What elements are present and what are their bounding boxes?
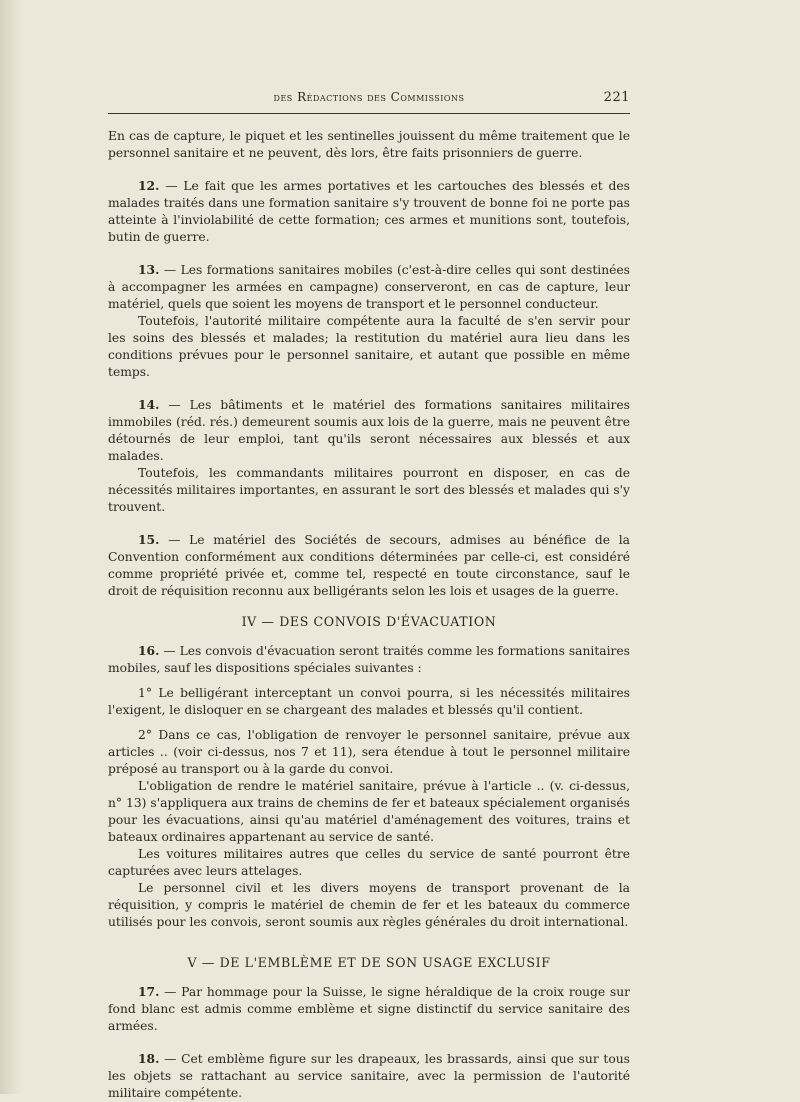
running-title: des Rédactions des Commissions [273,90,465,104]
paragraph: Le personnel civil et les divers moyens de transport provenant de la réquisition, y compris le matériel de chemin de fer et les bateaux du commerce utilisés pour les convois, seront soumis aux règles générales du droit international. [108,881,630,929]
article-number: 13. [138,262,160,277]
article-number: 12. [138,178,160,193]
article-text: — Le matériel des Sociétés de secours, admises au bénéfice de la Convention conformément aux conditions déterminées par celle-ci, est considéré comme propriété privée et, comme tel, respecté en toute circonstance, sauf le droit de réquisition reconnu aux belligérants selon les lois et usages de la guerre. [108,533,630,598]
article-12 [108,177,630,246]
article-text: — Par hommage pour la Suisse, le signe héraldique de la croix rouge sur fond blanc est admis comme emblème et signe distinctif du service sanitaire des armées. [108,985,630,1033]
section-heading-iv: IV — DES CONVOIS D'ÉVACUATION [241,614,497,629]
article-number: 14. [138,397,160,412]
page-number: 221 [603,90,630,105]
article-text: — Les bâtiments et le matériel des formations sanitaires militaires immobiles (réd. rés.) demeurent soumis aux lois de la guerre, mais ne peuvent être détournés de leur emploi, tant qu'ils seront nécessaires aux blessés et aux malades. [108,398,630,463]
header-rule [108,113,630,114]
article-text: — Les convois d'évacuation seront traités comme les formations sanitaires mobiles, sauf les dispositions spéciales suivantes : [108,644,630,675]
article-text: — Le fait que les armes portatives et les cartouches des blessés et des malades traités dans une formation sanitaire s'y trouvent de bonne foi ne porte pas atteinte à l'inviolabilité de cette formation; ces armes et munitions sont, toutefois, butin de guerre. [108,179,630,244]
article-17 [108,983,630,1035]
running-header [108,90,630,104]
article-number: 16. [138,643,160,658]
article-18 [108,1050,630,1102]
article-15 [108,531,630,600]
article-14 [108,396,630,465]
article-13 [108,261,630,313]
paragraph: Les voitures militaires autres que celles du service de santé pourront être capturées avec leurs attelages. [108,847,630,878]
article-number: 15. [138,532,160,547]
paragraph: Toutefois, les commandants militaires pourront en disposer, en cas de nécessités militaires importantes, en assurant le sort des blessés et malades qui s'y trouvent. [108,466,630,514]
paragraph: Toutefois, l'autorité militaire compétente aura la faculté de s'en servir pour les soins des blessés et malades; la restitution du matériel aura lieu dans les conditions prévues pour le personnel sanitaire, et autant que possible en même temps. [108,314,630,379]
article-text: — Les formations sanitaires mobiles (c'est-à-dire celles qui sont destinées à accompagner les armées en campagne) conserveront, en cas de capture, leur matériel, quels que soient les moyens de transport et le personnel conducteur. [108,263,630,311]
article-16 [108,642,630,677]
article-number: 17. [138,984,160,999]
paragraph: 2° Dans ce cas, l'obligation de renvoyer le personnel sanitaire, prévue aux articles .. (voir ci-dessus, nos 7 et 11), sera étendue à tout le personnel militaire préposé au transport ou à la garde du convoi. [108,728,630,776]
section-heading-v: V — DE L'EMBLÈME ET DE SON USAGE EXCLUSIF [187,955,551,970]
article-number: 18. [138,1051,160,1066]
paragraph: En cas de capture, le piquet et les sentinelles jouissent du même traitement que le personnel sanitaire et ne peuvent, dès lors, être faits prisonniers de guerre. [108,129,630,160]
paragraph: L'obligation de rendre le matériel sanitaire, prévue à l'article .. (v. ci-dessus, n° 13) s'appliquera aux trains de chemins de fer et bateaux spécialement organisés pour les évacuations, ainsi qu'au matériel d'aménagement des voitures, trains et bateaux ordinaires appartenant au service de santé. [108,779,630,844]
article-text: — Cet emblème figure sur les drapeaux, les brassards, ainsi que sur tous les objets se rattachant au service sanitaire, avec la permission de l'autorité militaire compétente. [108,1052,630,1100]
body-text [108,128,630,1102]
paragraph: 1° Le belligérant interceptant un convoi pourra, si les nécessités militaires l'exigent, le disloquer en se chargeant des malades et blessés qu'il contient. [108,686,630,717]
page-edge-stain [0,0,22,1094]
